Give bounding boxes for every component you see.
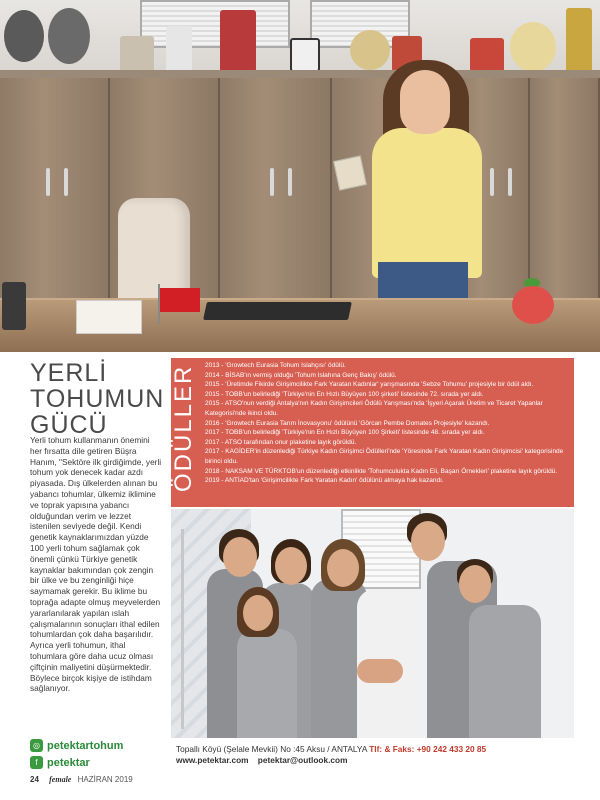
- address: Topallı Köyü (Şelale Mevkii) No :45 Aksu / ANTALYA: [176, 744, 367, 754]
- article-body: Yerli tohum kullanmanın önemini her fırsatta dile getiren Büşra Hanım, "Sektöre ilk girdiğimde, yerli tohum yok denecek kadar azdı piyasada. Dış ülkelerden alınan bu yabancı tohumlar, ülkemiz iklimine ve toprak yapısına yabancı olduğundan verim ve lezzet istenilen seviyede değil. Kendi genetik kaynaklarımızdan yüzde 100 yerli tohum sağlamak çok önemli çünkü Türkiye genetik kaynaklar bakımından çok zengin bir ülke ve bu zenginliği hiçe saymamak gerekir. Bu iklime bu toprağa adapte olmuş meyvelerden yararlanılarak yapılan ıslah çalışmalarının sonuçları ithal edilen tohumlardan çok daha başarılıdır. Ayrıca yerli tohumun, ithal tohumlara göre daha ucuz olması çiftçinin maliyetini düşürmektedir. Böylece birçok kişiye de istihdam sağlanıyor.: [30, 435, 162, 694]
- title-line: TOHUMUN: [30, 385, 165, 413]
- magazine-name: female: [49, 775, 72, 784]
- awards-heading: ÖDÜLLER: [170, 364, 197, 492]
- award-item: 2014 - BİSAB'ın vermiş olduğu 'Tohum Islahına Genç Bakış' ödülü.: [205, 371, 397, 379]
- page-footer: [30, 775, 133, 784]
- title-line: YERLİ: [30, 359, 108, 387]
- award-item: birinci oldu.: [205, 457, 238, 465]
- award-item: 2019 - ANTİAD'tan 'Girişimcilikte Fark Yaratan Kadın' ödülünü almaya hak kazandı.: [205, 477, 444, 485]
- award-item: 2013 - 'Growtech Eurasia Tohum Islahçısı' ödülü.: [205, 362, 346, 369]
- page-number: 24: [30, 775, 39, 784]
- award-item: 2017 - ATSO tarafından onur plaketine layık görüldü.: [205, 438, 357, 446]
- phone: Tlf: & Faks: +90 242 433 20 85: [369, 744, 487, 754]
- facebook-handle: petektar: [47, 756, 90, 769]
- contact-info: [176, 744, 576, 766]
- office-portrait-photo: [0, 0, 600, 352]
- website-link[interactable]: www.petektar.com: [176, 755, 249, 765]
- award-item: 2015 - 'Üretimde Fikirde Girişimcilikte Fark Yaratan Kadınlar' yarışmasında 'Sebze Tohumu' projesiyle bir ödül aldı.: [205, 381, 534, 389]
- awards-list: [205, 361, 571, 486]
- email-link[interactable]: petektar@outlook.com: [257, 755, 348, 765]
- award-item: 2018 - NAKSAM VE TÜRKTOB'un düzenlediği etkinlikte 'Tohumculukta Kadın Eli, Başarı Örnekleri' plaketine layık görüldü.: [205, 467, 558, 475]
- instagram-link[interactable]: [30, 737, 123, 754]
- facebook-icon: f: [30, 756, 43, 769]
- title-line: GÜCÜ: [30, 411, 108, 439]
- article-title: [30, 359, 165, 439]
- instagram-icon: ◎: [30, 739, 43, 752]
- awards-label: [170, 362, 198, 502]
- award-item: Kategorisi'nde ikinci oldu.: [205, 409, 279, 417]
- award-item: 2017 - KAGİDER'in düzenlediği Türkiye Kadın Girişimci Ödülleri'nde 'Yöresinde Fark Yaratan Kadın Girişimcisi' kategorisinde: [205, 448, 564, 456]
- instagram-handle: petektartohum: [47, 739, 124, 752]
- issue-date: HAZİRAN 2019: [77, 775, 133, 784]
- award-item: 2015 - ATSO'nun verdiği Antalya'nın Kadın Girişimcileri Ödülü Yarışması'nda 'İşyeri Açarak Üretim ve Ticaret Yapanlar: [205, 400, 543, 408]
- team-photo: [171, 509, 574, 738]
- award-item: 2017 - TOBB'un belirlediği 'Türkiye'nin En Hızlı Büyüyen 100 Şirketi' listesinde 48. sırada yer aldı.: [205, 429, 485, 437]
- facebook-link[interactable]: [30, 754, 123, 771]
- award-item: 2015 - TOBB'un belirlediği 'Türkiye'nin En Hızlı Büyüyen 100 şirketi' listesinde 72. sırada yer aldı.: [205, 390, 484, 398]
- social-links: [30, 737, 123, 771]
- award-item: 2016 - 'Growtech Eurasia Tarım İnovasyonu' ödülünü 'Görcan Pembe Domates Projesiyle' kazandı.: [205, 419, 490, 427]
